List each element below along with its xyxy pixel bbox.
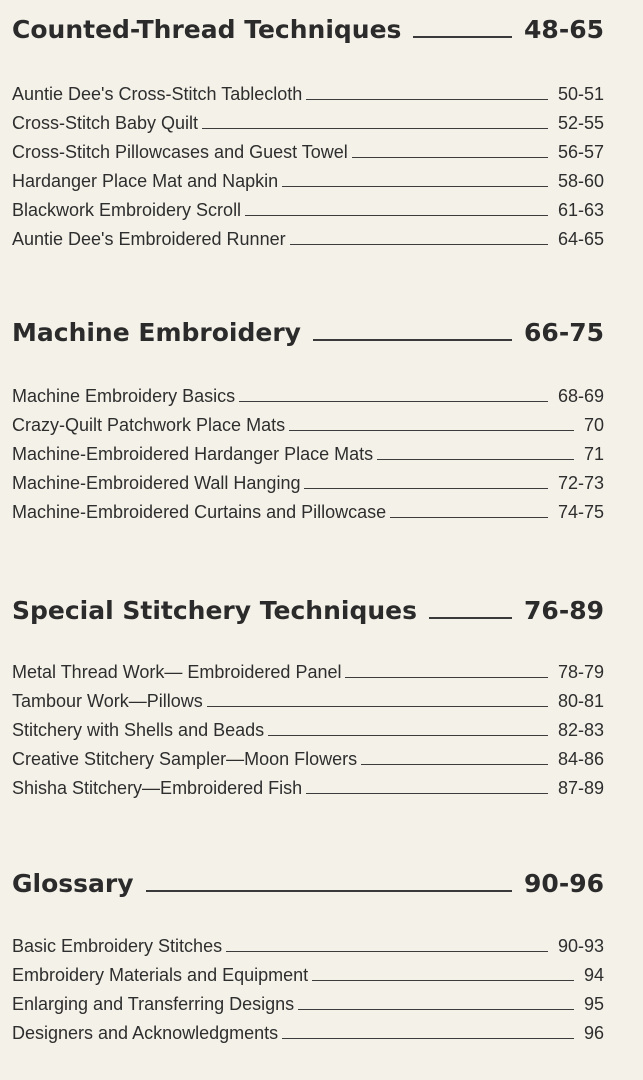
entry-list (12, 378, 604, 523)
leader-line (268, 735, 548, 736)
entry-title: Crazy-Quilt Patchwork Place Mats (12, 415, 286, 435)
section-title: Counted-Thread Techniques (12, 15, 402, 44)
leader-line (282, 186, 548, 187)
leader-line (390, 517, 548, 518)
section-heading (12, 581, 604, 625)
entry-pages: 61-63 (557, 200, 604, 220)
leader-line (298, 1009, 574, 1010)
list-item (12, 465, 604, 494)
list-item (12, 407, 604, 436)
entry-pages: 94 (583, 965, 604, 985)
section-pages: 66-75 (524, 318, 604, 347)
entry-pages: 82-83 (557, 720, 604, 740)
entry-title: Auntie Dee's Cross-Stitch Tablecloth (12, 84, 303, 104)
leader-line (345, 677, 547, 678)
leader-line (245, 215, 548, 216)
entry-list (12, 654, 604, 799)
list-item (12, 957, 604, 986)
section-title: Machine Embroidery (12, 318, 301, 347)
leader-line (202, 128, 548, 129)
list-item (12, 378, 604, 407)
entry-pages: 56-57 (557, 142, 604, 162)
entry-title: Hardanger Place Mat and Napkin (12, 171, 279, 191)
entry-pages: 70 (583, 415, 604, 435)
leader-line (290, 244, 548, 245)
section-pages: 48-65 (524, 15, 604, 44)
entry-title: Machine Embroidery Basics (12, 386, 236, 406)
leader-line (313, 339, 512, 341)
entry-pages: 68-69 (557, 386, 604, 406)
list-item (12, 221, 604, 250)
list-item (12, 741, 604, 770)
list-item (12, 683, 604, 712)
list-item (12, 436, 604, 465)
entry-pages: 78-79 (557, 662, 604, 682)
entry-title: Auntie Dee's Embroidered Runner (12, 229, 286, 249)
list-item (12, 1015, 604, 1044)
leader-line (361, 764, 548, 765)
entry-pages: 96 (583, 1023, 604, 1043)
leader-line (306, 99, 548, 100)
entry-pages: 52-55 (557, 113, 604, 133)
section-pages: 90-96 (524, 869, 604, 898)
leader-line (304, 488, 547, 489)
entry-title: Tambour Work—Pillows (12, 691, 203, 711)
entry-pages: 74-75 (557, 502, 604, 522)
section-heading (12, 0, 604, 44)
entry-pages: 72-73 (557, 473, 604, 493)
list-item (12, 105, 604, 134)
leader-line (289, 430, 574, 431)
list-item (12, 76, 604, 105)
leader-line (312, 980, 574, 981)
leader-line (429, 617, 512, 619)
entry-pages: 90-93 (557, 936, 604, 956)
leader-line (226, 951, 548, 952)
entry-list (12, 928, 604, 1044)
entry-title: Metal Thread Work— Embroidered Panel (12, 662, 342, 682)
section-title: Special Stitchery Techniques (12, 596, 417, 625)
list-item (12, 163, 604, 192)
entry-title: Cross-Stitch Baby Quilt (12, 113, 199, 133)
entry-pages: 80-81 (557, 691, 604, 711)
entry-pages: 71 (583, 444, 604, 464)
entry-title: Blackwork Embroidery Scroll (12, 200, 242, 220)
section-heading (12, 854, 604, 898)
entry-title: Stitchery with Shells and Beads (12, 720, 265, 740)
section-heading (12, 303, 604, 347)
list-item (12, 134, 604, 163)
leader-line (377, 459, 574, 460)
leader-line (146, 890, 513, 892)
list-item (12, 770, 604, 799)
entry-title: Cross-Stitch Pillowcases and Guest Towel (12, 142, 348, 162)
entry-title: Machine-Embroidered Curtains and Pillowcase (12, 502, 387, 522)
list-item (12, 192, 604, 221)
entry-title: Machine-Embroidered Hardanger Place Mats (12, 444, 374, 464)
list-item (12, 712, 604, 741)
section-pages: 76-89 (524, 596, 604, 625)
entry-pages: 84-86 (557, 749, 604, 769)
leader-line (282, 1038, 574, 1039)
entry-title: Machine-Embroidered Wall Hanging (12, 473, 301, 493)
entry-pages: 87-89 (557, 778, 604, 798)
entry-title: Designers and Acknowledgments (12, 1023, 279, 1043)
entry-title: Embroidery Materials and Equipment (12, 965, 309, 985)
entry-title: Creative Stitchery Sampler—Moon Flowers (12, 749, 358, 769)
entry-title: Basic Embroidery Stitches (12, 936, 223, 956)
leader-line (352, 157, 548, 158)
section-title: Glossary (12, 869, 134, 898)
entry-title: Enlarging and Transferring Designs (12, 994, 295, 1014)
entry-pages: 95 (583, 994, 604, 1014)
entry-pages: 58-60 (557, 171, 604, 191)
list-item (12, 928, 604, 957)
leader-line (207, 706, 548, 707)
list-item (12, 654, 604, 683)
leader-line (413, 36, 512, 38)
entry-pages: 64-65 (557, 229, 604, 249)
entry-pages: 50-51 (557, 84, 604, 104)
list-item (12, 494, 604, 523)
entry-list (12, 76, 604, 250)
list-item (12, 986, 604, 1015)
leader-line (306, 793, 548, 794)
leader-line (239, 401, 548, 402)
entry-title: Shisha Stitchery—Embroidered Fish (12, 778, 303, 798)
